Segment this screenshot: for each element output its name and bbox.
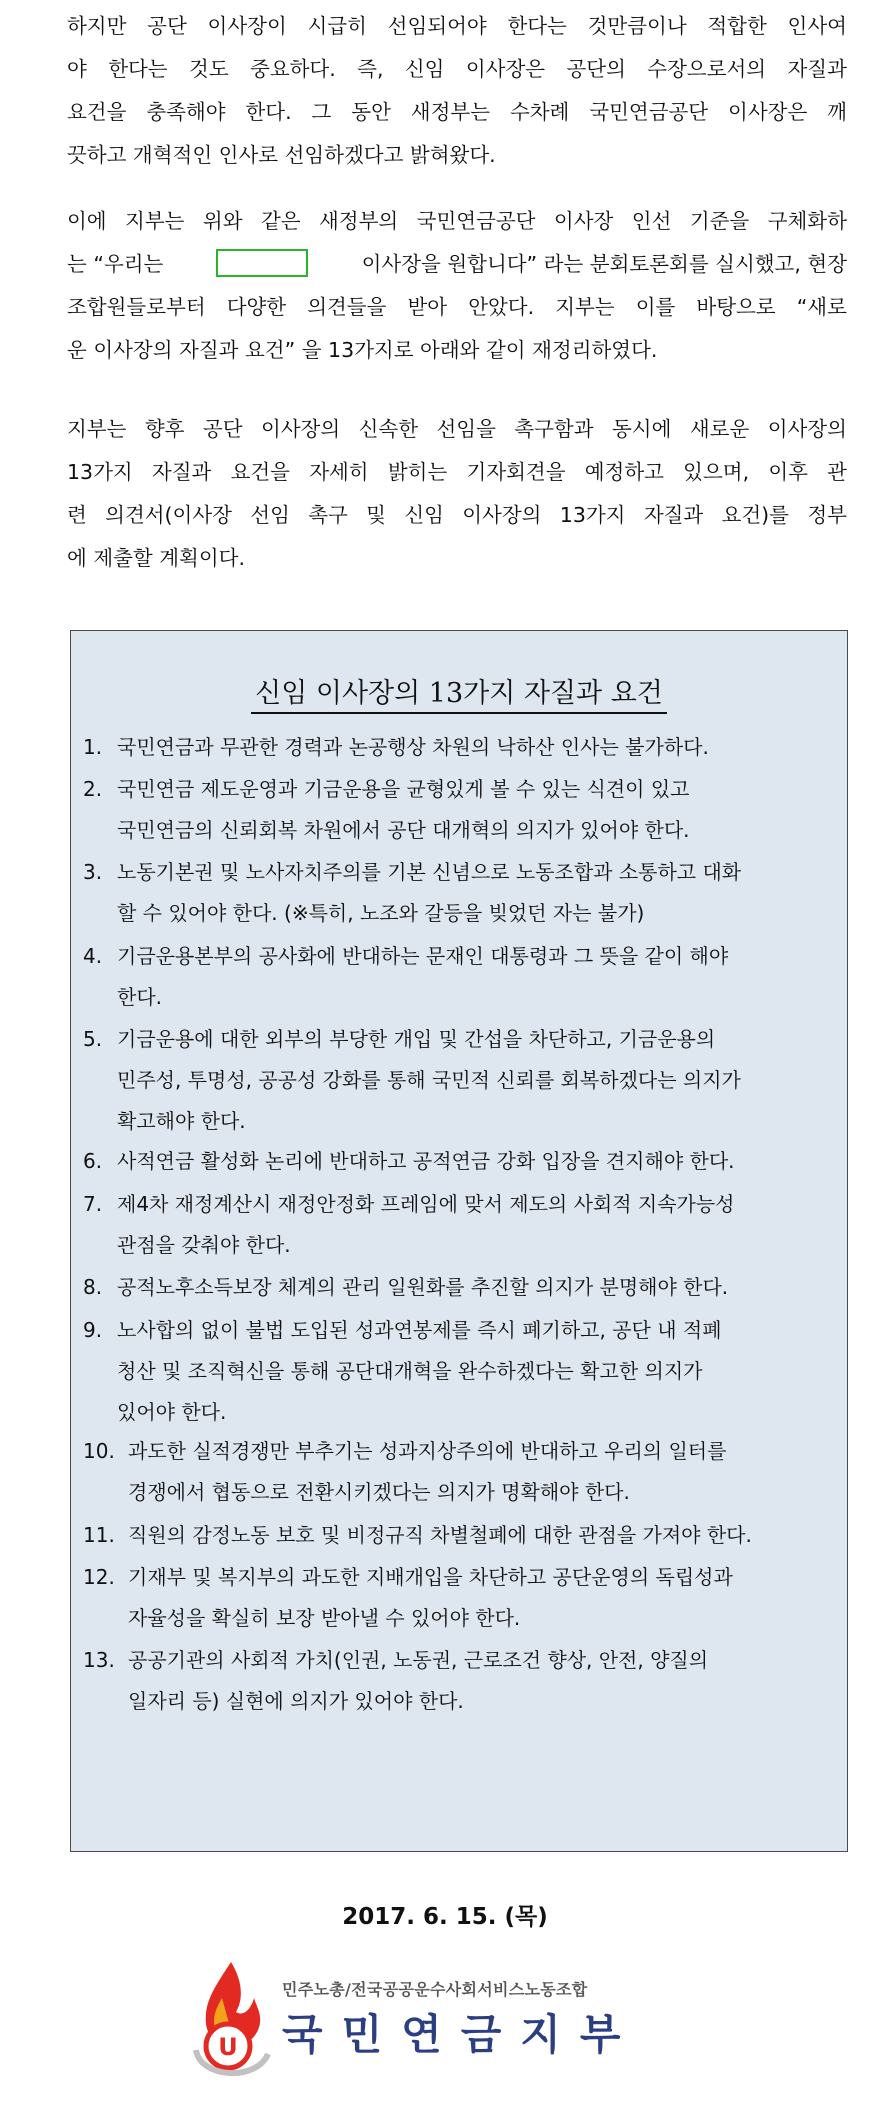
blank-placeholder-box <box>216 249 308 277</box>
word: 이사장이 <box>207 14 287 38</box>
requirement-line: 기금운용에 대한 외부의 부당한 개입 및 간섭을 차단하고, 기금운용의 <box>117 1027 716 1051</box>
requirement-line: 할 수 있어야 한다. (※특히, 노조와 갈등을 빚었던 자는 불가) <box>117 901 645 925</box>
word: 중요하다. <box>250 57 336 81</box>
requirement-line: 노사합의 없이 불법 도입된 성과연봉제를 즉시 폐기하고, 공단 내 적폐 <box>117 1318 722 1342</box>
paragraph-1 <box>67 5 847 177</box>
word: 이사장의 <box>462 503 542 527</box>
requirement-line: 직원의 감정노동 보호 및 비정규직 차별철폐에 대한 관점을 가져야 한다. <box>128 1523 752 1547</box>
requirement-number: 1. <box>83 735 103 759</box>
requirement-line: 사적연금 활성화 논리에 반대하고 공적연금 강화 입장을 견지해야 한다. <box>117 1149 735 1173</box>
word: 것도 <box>189 57 229 81</box>
box-title <box>71 671 847 710</box>
requirement-number: 3. <box>83 860 103 884</box>
word: 선임되어야 <box>387 14 487 38</box>
requirement-line: 국민연금과 무관한 경력과 논공행상 차원의 낙하산 인사는 불가하다. <box>117 735 709 759</box>
text-line: 운 이사장의 자질과 요건” 을 13가지로 아래와 같이 재정리하였다. <box>67 338 658 362</box>
requirement-line: 자율성을 확실히 보장 받아낼 수 있어야 한다. <box>128 1606 521 1630</box>
word: 자질과 <box>151 460 212 484</box>
requirement-number: 8. <box>83 1275 103 1299</box>
requirement-number: 6. <box>83 1149 103 1173</box>
word: 공단 <box>147 14 187 38</box>
word: 새로운 <box>689 417 750 441</box>
requirement-line: 과도한 실적경쟁만 부추기는 성과지상주의에 반대하고 우리의 일터를 <box>128 1439 727 1463</box>
requirement-number: 2. <box>83 777 103 801</box>
paragraph-2 <box>67 200 847 372</box>
requirement-number: 10. <box>83 1439 115 1463</box>
requirement-line: 한다. <box>117 985 162 1009</box>
requirement-text <box>128 1515 838 1556</box>
word: 깨 <box>827 100 847 124</box>
word: 신임 <box>404 503 444 527</box>
union-branch-name: 국민연금지부 <box>282 2010 640 2059</box>
requirement-text <box>117 1267 838 1308</box>
word: 다양한 <box>226 295 287 319</box>
requirement-text <box>117 852 838 934</box>
requirement-number: 4. <box>83 944 103 968</box>
word: 받아 <box>407 295 448 319</box>
word: 향후 <box>144 417 185 441</box>
word: 적합한 <box>707 14 767 38</box>
word: 자질과 <box>643 503 704 527</box>
word: 련 <box>67 503 87 527</box>
word: 동시에 <box>611 417 672 441</box>
word: 이에 <box>67 209 107 233</box>
word: 있으며, <box>683 460 750 484</box>
requirement-item <box>83 936 838 1018</box>
word: 기준을 <box>689 209 750 233</box>
requirement-text <box>117 1019 838 1142</box>
word: 동안 <box>351 100 391 124</box>
word: 구체화하 <box>767 209 847 233</box>
requirement-number: 11. <box>83 1523 115 1547</box>
requirement-item <box>83 1431 838 1513</box>
document-date: 2017. 6. 15. (목) <box>342 1904 548 1930</box>
requirement-text <box>128 1557 838 1639</box>
requirement-item <box>83 852 838 934</box>
requirement-text <box>128 1640 838 1722</box>
word: 그 <box>311 100 332 124</box>
requirement-item <box>83 1557 838 1639</box>
text-line <box>67 200 847 243</box>
word: 이를 <box>635 295 676 319</box>
text-line <box>67 408 847 451</box>
requirement-item <box>83 1184 838 1266</box>
word: 같은 <box>260 209 301 233</box>
word: 촉구 <box>308 503 348 527</box>
word: 즉, <box>357 57 384 81</box>
word: 수차례 <box>509 100 570 124</box>
requirement-line: 확고해야 한다. <box>117 1109 246 1133</box>
requirement-number: 5. <box>83 1027 103 1051</box>
word: 위와 <box>202 209 243 233</box>
federation-name: 민주노총/전국공공운수사회서비스노동조합 <box>282 1980 588 1999</box>
word: 지부는 <box>555 295 615 319</box>
word: 13가지 <box>67 460 133 484</box>
requirement-text <box>117 1184 838 1266</box>
requirement-line: 제4차 재정계산시 재정안정화 프레임에 맞서 제도의 사회적 지속가능성 <box>117 1192 735 1216</box>
word: 공단의 <box>566 57 626 81</box>
word: 국민연금공단 <box>416 209 536 233</box>
word: 지부는 <box>67 417 127 441</box>
requirement-text <box>117 727 838 768</box>
word: 선임을 <box>436 417 496 441</box>
requirement-line: 청산 및 조직혁신을 통해 공단대개혁을 완수하겠다는 확고한 의지가 <box>117 1359 703 1383</box>
word: 야 <box>67 57 87 81</box>
word: 한다는 <box>108 57 168 81</box>
word: 요건을 <box>230 460 290 484</box>
word: 이사장의 <box>767 417 847 441</box>
requirement-item <box>83 1515 838 1556</box>
word: 의견서(이사장 <box>105 503 232 527</box>
word: 촉구함과 <box>514 417 594 441</box>
requirement-line: 공적노후소득보장 체계의 관리 일원화를 추진할 의지가 분명해야 한다. <box>117 1275 729 1299</box>
union-flame-logo-icon <box>176 1958 286 2088</box>
word: 바탕으로 <box>696 295 776 319</box>
text-line <box>67 286 847 329</box>
requirement-text <box>117 936 838 1018</box>
text-fragment: 는 “우리는 <box>67 252 164 276</box>
word: 기자회견을 <box>466 460 566 484</box>
requirement-item <box>83 1310 838 1433</box>
requirements-box <box>70 630 848 1852</box>
word: 자세히 <box>309 460 369 484</box>
box-title-text: 신임 이사장의 13가지 자질과 요건 <box>251 678 667 714</box>
word: 신속한 <box>358 417 419 441</box>
requirement-line: 공공기관의 사회적 가치(인권, 노동권, 근로조건 향상, 안전, 양질의 <box>128 1648 709 1672</box>
word: 한다는 <box>507 14 567 38</box>
requirement-text <box>117 769 838 851</box>
word: 새정부의 <box>319 209 399 233</box>
word: 조합원들로부터 <box>67 295 206 319</box>
requirement-number: 12. <box>83 1565 115 1589</box>
text-line: 끗하고 개혁적인 인사로 선임하겠다고 밝혀왔다. <box>67 143 496 167</box>
word: 이사장은 <box>728 100 808 124</box>
word: 지부는 <box>125 209 185 233</box>
word: 이사장 <box>553 209 614 233</box>
word: “새로 <box>796 295 847 319</box>
text-line <box>67 91 847 134</box>
word: 새정부는 <box>410 100 491 124</box>
word: 것만큼이나 <box>587 14 687 38</box>
word: 하지만 <box>67 14 127 38</box>
word: 이사장의 <box>260 417 341 441</box>
text-line-with-blank <box>67 243 847 286</box>
word: 공단 <box>202 417 243 441</box>
word: 밝히는 <box>387 460 448 484</box>
requirement-line: 국민연금 제도운영과 기금운용을 균형있게 볼 수 있는 식견이 있고 <box>117 777 690 801</box>
word: 의견들을 <box>307 295 387 319</box>
text-fragment: 이사장을 원합니다” 라는 분회토론회를 실시했고, 현장 <box>361 252 847 276</box>
word: 인선 <box>631 209 672 233</box>
word: 인사여 <box>787 14 847 38</box>
requirement-text <box>117 1310 838 1433</box>
word: 요건)를 <box>721 503 789 527</box>
requirement-line: 국민연금의 신뢰회복 차원에서 공단 대개혁의 의지가 있어야 한다. <box>117 818 690 842</box>
requirement-line: 일자리 등) 실현에 의지가 있어야 한다. <box>128 1689 464 1713</box>
requirement-line: 있어야 한다. <box>117 1400 227 1424</box>
requirement-number: 7. <box>83 1192 103 1216</box>
word: 및 <box>366 503 386 527</box>
word: 시급히 <box>307 14 367 38</box>
requirement-item <box>83 1267 838 1308</box>
word: 신임 <box>404 57 445 81</box>
text-line <box>67 48 847 91</box>
requirement-item <box>83 769 838 851</box>
requirement-line: 기재부 및 복지부의 과도한 지배개입을 차단하고 공단운영의 독립성과 <box>128 1565 733 1589</box>
word: 충족해야 <box>146 100 226 124</box>
word: 요건을 <box>67 100 127 124</box>
text-line <box>67 5 847 48</box>
word: 한다. <box>245 100 292 124</box>
text-line <box>67 451 847 494</box>
paragraph-3 <box>67 408 847 580</box>
word: 13가지 <box>559 503 626 527</box>
word: 선임 <box>250 503 290 527</box>
text-line <box>67 494 847 537</box>
word: 관 <box>827 460 847 484</box>
requirement-number: 13. <box>83 1648 115 1672</box>
word: 국민연금공단 <box>589 100 709 124</box>
word: 이후 <box>768 460 808 484</box>
text-line: 에 제출할 계획이다. <box>67 546 245 570</box>
word: 정부 <box>807 503 847 527</box>
requirement-item <box>83 1019 838 1142</box>
word: 자질과 <box>787 57 847 81</box>
requirement-text <box>117 1141 838 1182</box>
requirement-item <box>83 1141 838 1182</box>
requirement-line: 노동기본권 및 노사자치주의를 기본 신념으로 노동조합과 소통하고 대화 <box>117 860 742 884</box>
word: 수장으로서의 <box>647 57 767 81</box>
requirement-item <box>83 1640 838 1722</box>
word: 예정하고 <box>584 460 664 484</box>
requirement-line: 민주성, 투명성, 공공성 강화를 통해 국민적 신뢰를 회복하겠다는 의지가 <box>117 1068 741 1092</box>
word: 이사장은 <box>465 57 546 81</box>
requirement-line: 기금운용본부의 공사화에 반대하는 문재인 대통령과 그 뜻을 같이 해야 <box>117 944 729 968</box>
logo-letter: U <box>218 2033 238 2061</box>
requirement-number: 9. <box>83 1318 103 1342</box>
requirement-line: 관점을 갖춰야 한다. <box>117 1233 291 1257</box>
requirement-line: 경쟁에서 협동으로 전환시키겠다는 의지가 명확해야 한다. <box>128 1480 630 1504</box>
requirement-text <box>128 1431 838 1513</box>
requirement-item <box>83 727 838 768</box>
word: 안았다. <box>468 295 535 319</box>
